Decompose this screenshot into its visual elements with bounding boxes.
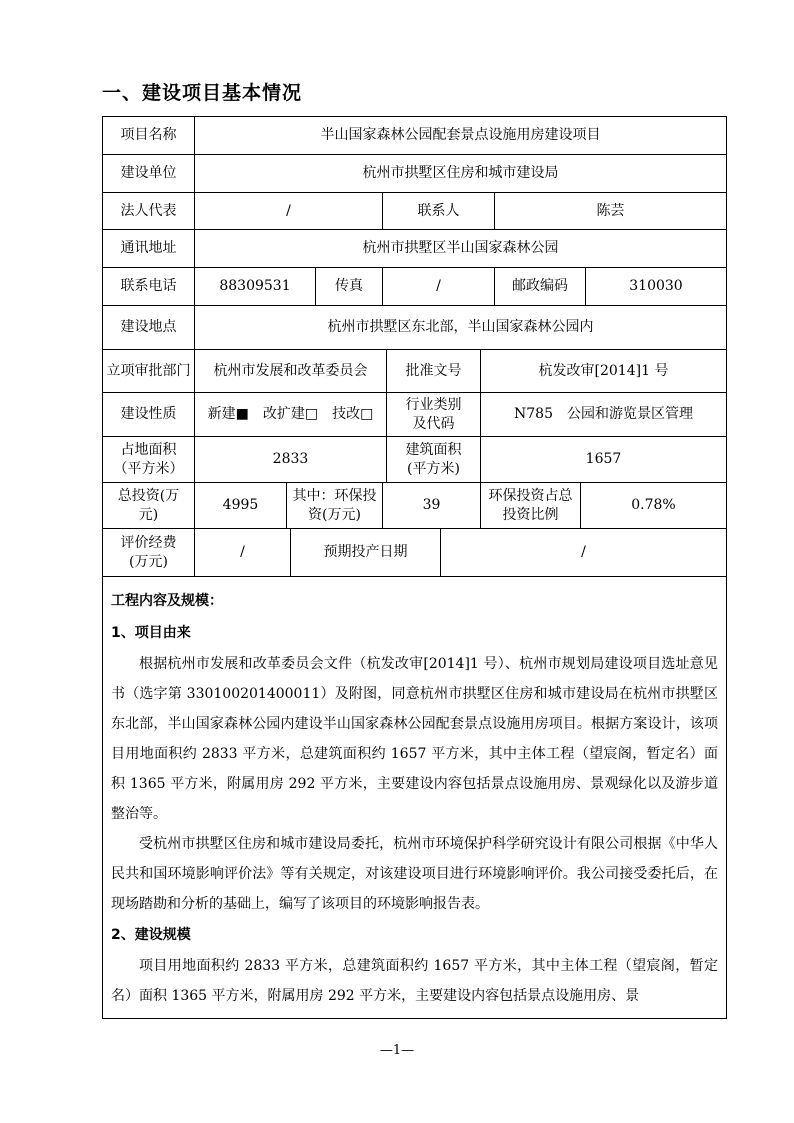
builder-label: 建设单位 bbox=[103, 155, 195, 193]
land-area-value: 2833 bbox=[195, 437, 387, 483]
env-ratio-label: 环保投资占总投资比例 bbox=[481, 483, 581, 529]
address-value: 杭州市拱墅区半山国家森林公园 bbox=[195, 230, 726, 268]
industry-label: 行业类别及代码 bbox=[387, 393, 481, 437]
legal-rep-label: 法人代表 bbox=[103, 193, 195, 230]
eval-fee-label: 评价经费(万元) bbox=[103, 529, 195, 577]
build-area-value: 1657 bbox=[481, 437, 726, 483]
build-area-label: 建筑面积(平方米) bbox=[387, 437, 481, 483]
phone-label: 联系电话 bbox=[103, 268, 195, 306]
builder-value: 杭州市拱墅区住房和城市建设局 bbox=[195, 155, 726, 193]
approval-dept-label: 立项审批部门 bbox=[103, 350, 195, 393]
legal-rep-value: / bbox=[195, 193, 383, 230]
land-area-label: 占地面积（平方米） bbox=[103, 437, 195, 483]
section-title: 一、建设项目基本情况 bbox=[102, 82, 303, 104]
env-invest-label: 其中：环保投资(万元) bbox=[287, 483, 383, 529]
location-label: 建设地点 bbox=[103, 306, 195, 350]
subheading-scale: 2、建设规模 bbox=[111, 927, 191, 943]
env-invest-value: 39 bbox=[383, 483, 481, 529]
env-ratio-value: 0.78% bbox=[581, 483, 726, 529]
production-date-label: 预期投产日期 bbox=[291, 529, 441, 577]
project-content bbox=[103, 577, 726, 1018]
nature-label: 建设性质 bbox=[103, 393, 195, 437]
total-invest-value: 4995 bbox=[195, 483, 287, 529]
project-name-value: 半山国家森林公园配套景点设施用房建设项目 bbox=[195, 117, 726, 155]
phone-value: 88309531 bbox=[195, 268, 316, 306]
paragraph-scale: 项目用地面积约 2833 平方米，总建筑面积约 1657 平方米，其中主体工程（望宸阁，暂定名）面积 1365 平方米，附属用房 292 平方米，主要建设内容包括景点设施用房、景 bbox=[111, 958, 718, 1004]
content-heading: 工程内容及规模： bbox=[111, 593, 223, 609]
approval-no-label: 批准文号 bbox=[387, 350, 481, 393]
paragraph-origin: 根据杭州市发展和改革委员会文件（杭发改审[2014]1 号）、杭州市规划局建设项目选址意见书（选字第 330100201400011）及附图，同意杭州市拱墅区住房和城市建设局在杭州市拱墅区东北部，半山国家森林公园内建设半山国家森林公园配套景点设施用房项目。根据方案设计，该项目用地面积约 2833 平方米，总建筑面积约 1657 平方米，其中主体工程（望宸阁，暂定名）面积 1365 平方米，附属用房 292 平方米，主要建设内容包括景点设施用房、景观绿化以及游步道整治等。 bbox=[111, 656, 718, 822]
fax-label: 传真 bbox=[316, 268, 383, 306]
contact-label: 联系人 bbox=[383, 193, 495, 230]
paragraph-commission: 受杭州市拱墅区住房和城市建设局委托，杭州市环境保护科学研究设计有限公司根据《中华人民共和国环境影响评价法》等有关规定，对该建设项目进行环境影响评价。我公司接受委托后，在现场踏勘和分析的基础上，编写了该项目的环境影响报告表。 bbox=[111, 836, 718, 912]
nature-value: 新建■ 改扩建□ 技改□ bbox=[195, 393, 387, 437]
fax-value: / bbox=[383, 268, 495, 306]
contact-value: 陈芸 bbox=[495, 193, 726, 230]
postcode-value: 310030 bbox=[586, 268, 726, 306]
eval-fee-value: / bbox=[195, 529, 291, 577]
subheading-origin: 1、项目由来 bbox=[111, 625, 191, 641]
production-date-value: / bbox=[441, 529, 726, 577]
approval-dept-value: 杭州市发展和改革委员会 bbox=[195, 350, 387, 393]
location-value: 杭州市拱墅区东北部，半山国家森林公园内 bbox=[195, 306, 726, 350]
project-info-table bbox=[102, 116, 727, 1019]
approval-no-value: 杭发改审[2014]1 号 bbox=[481, 350, 726, 393]
industry-value: N785 公园和游览景区管理 bbox=[481, 393, 726, 437]
page-number: —1— bbox=[379, 1043, 415, 1058]
total-invest-label: 总投资(万元) bbox=[103, 483, 195, 529]
project-name-label: 项目名称 bbox=[103, 117, 195, 155]
postcode-label: 邮政编码 bbox=[495, 268, 586, 306]
address-label: 通讯地址 bbox=[103, 230, 195, 268]
